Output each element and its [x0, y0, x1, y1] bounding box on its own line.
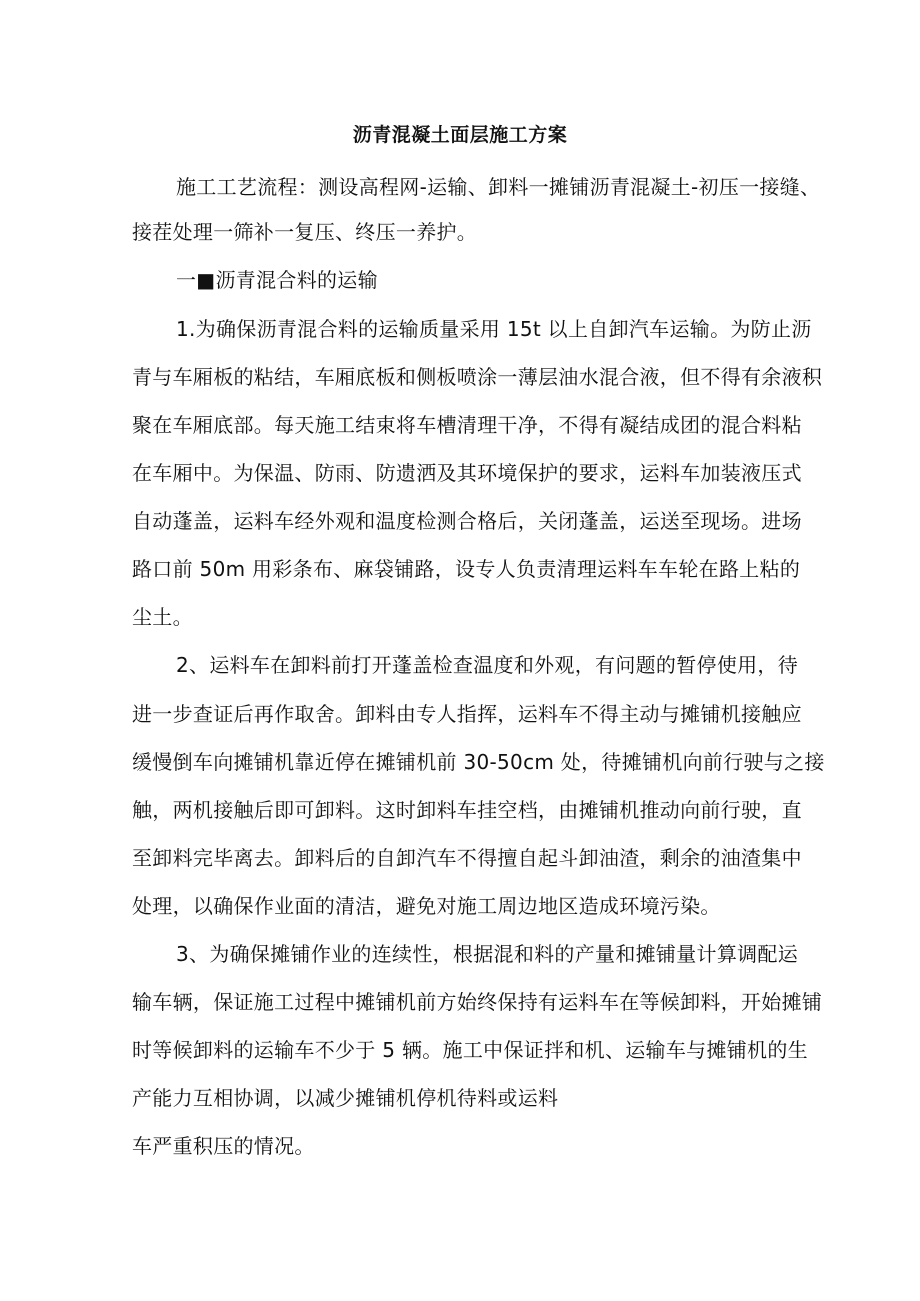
- paragraph-process-line-1: 施工工艺流程：测设高程网-运输、卸料一摊铺沥青混凝土-初压一接缝、: [176, 175, 821, 199]
- paragraph-1-line-7: 尘土。: [132, 605, 193, 629]
- paragraph-1-line-2: 青与车厢板的粘结，车厢底板和侧板喷涂一薄层油水混合液，但不得有余液积: [132, 365, 823, 389]
- paragraph-process-line-2: 接茬处理一筛补一复压、终压一养护。: [132, 220, 478, 244]
- paragraph-3-line-3: 时等候卸料的运输车不少于 5 辆。施工中保证拌和机、运输车与摊铺机的生: [132, 1038, 808, 1062]
- paragraph-2-line-6: 处理，以确保作业面的清洁，避免对施工周边地区造成环境污染。: [132, 894, 721, 918]
- page-title: 沥青混凝土面层施工方案: [352, 124, 568, 146]
- paragraph-1-line-5: 自动蓬盖，运料车经外观和温度检测合格后，关闭蓬盖，运送至现场。进场: [132, 509, 802, 533]
- paragraph-1-line-6: 路口前 50m 用彩条布、麻袋铺路，设专人负责清理运料车车轮在路上粘的: [132, 557, 801, 581]
- paragraph-2-line-4: 触，两机接触后即可卸料。这时卸料车挂空档，由摊铺机推动向前行驶，直: [132, 798, 802, 822]
- section-heading-transport: 一■沥青混合料的运输: [176, 268, 378, 292]
- paragraph-3-line-2: 输车辆，保证施工过程中摊铺机前方始终保持有运料车在等候卸料，开始摊铺: [132, 990, 823, 1014]
- paragraph-2-line-5: 至卸料完毕离去。卸料后的自卸汽车不得擅自起斗卸油渣，剩余的油渣集中: [132, 846, 802, 870]
- paragraph-2-line-1: 2、运料车在卸料前打开蓬盖检查温度和外观，有问题的暂停使用，待: [176, 653, 799, 677]
- paragraph-1-line-3: 聚在车厢底部。每天施工结束将车槽清理干净，不得有凝结成团的混合料粘: [132, 413, 802, 437]
- paragraph-3-line-4: 产能力互相协调，以减少摊铺机停机待料或运料: [132, 1086, 559, 1110]
- paragraph-2-line-2: 进一步查证后再作取舍。卸料由专人指挥，运料车不得主动与摊铺机接触应: [132, 702, 802, 726]
- paragraph-3-line-1: 3、为确保摊铺作业的连续性，根据混和料的产量和摊铺量计算调配运: [176, 942, 799, 966]
- paragraph-1-line-1: 1.为确保沥青混合料的运输质量采用 15t 以上自卸汽车运输。为防止沥: [176, 317, 812, 341]
- paragraph-2-line-3: 缓慢倒车向摊铺机靠近停在摊铺机前 30-50cm 处，待摊铺机向前行驶与之接: [132, 750, 825, 774]
- paragraph-1-line-4: 在车厢中。为保温、防雨、防遗洒及其环境保护的要求，运料车加装液压式: [132, 461, 802, 485]
- paragraph-3-line-5: 车严重积压的情况。: [132, 1134, 315, 1158]
